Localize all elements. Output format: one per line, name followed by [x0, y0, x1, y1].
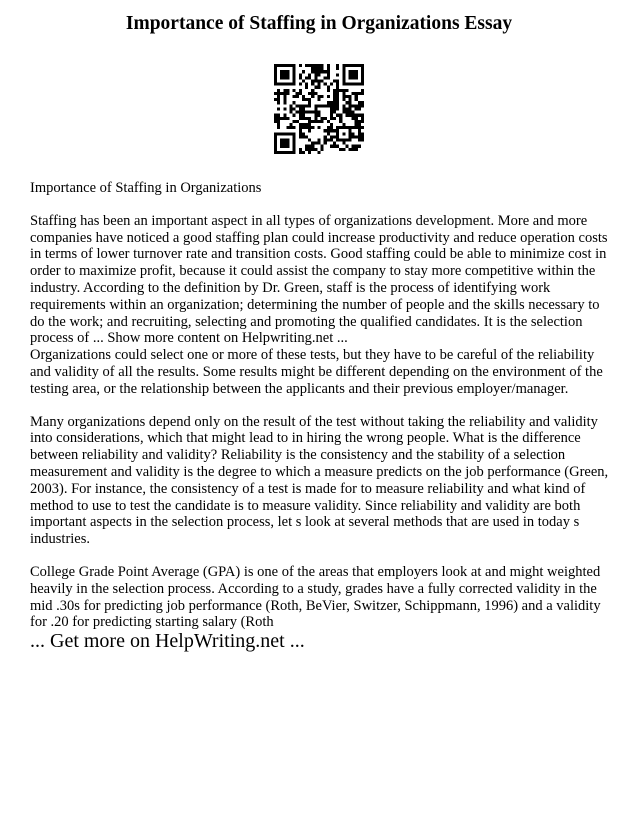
get-more-link[interactable]: ... Get more on HelpWriting.net ... [30, 630, 305, 652]
essay-body [30, 180, 612, 631]
paragraph-2: Organizations could select one or more of these tests, but they have to be careful of the reliability and validity of all the results. Some results might be different depending on the environment of the testing area, or the relationship between the applicants and their previous employer/manager. [30, 347, 603, 397]
essay-heading: Importance of Staffing in Organizations [30, 180, 262, 196]
paragraph-4: College Grade Point Average (GPA) is one of the areas that employers look at and might weighted heavily in the selection process. According to a study, grades have a fully corrected validity in the mid .30s for predicting job performance (Roth, BeVier, Switzer, Schippmann, 1996) and a validity for .20 for predicting starting salary (Roth [30, 563, 601, 631]
qr-code-icon [274, 64, 364, 154]
paragraph-3: Many organizations depend only on the result of the test without taking the reliability and validity into considerations, which that might lead to in hiring the wrong people. What is the difference between reliability and validity? Reliability is the consistency and the stability of a selection measurement and validity is the degree to which a measure predicts on the job performance (Green, 2003). For instance, the consistency of a test is made for to measure reliability and what kind of method to use to test the candidate is to measure validity. Since reliability and validity are both important aspects in the selection process, let s look at several methods that are used in today s industries. [30, 413, 609, 548]
paragraph-1: Staffing has been an important aspect in all types of organizations development. More and more companies have noticed a good staffing plan could increase productivity and reduce operation costs in terms of lower turnover rate and transition costs. Good staffing could be able to minimize cost in order to maximize profit, because it could assist the company to stay more competitive within the industry. According to the definition by Dr. Green, staff is the process of identifying work requirements within an organization; determining the number of people and the skills necessary to do the work; and recruiting, selecting and promoting the qualified candidates. It is the selection process of ... Show more content on Helpwriting.net ... [30, 212, 608, 347]
page-title: Importance of Staffing in Organizations Essay [125, 13, 513, 34]
